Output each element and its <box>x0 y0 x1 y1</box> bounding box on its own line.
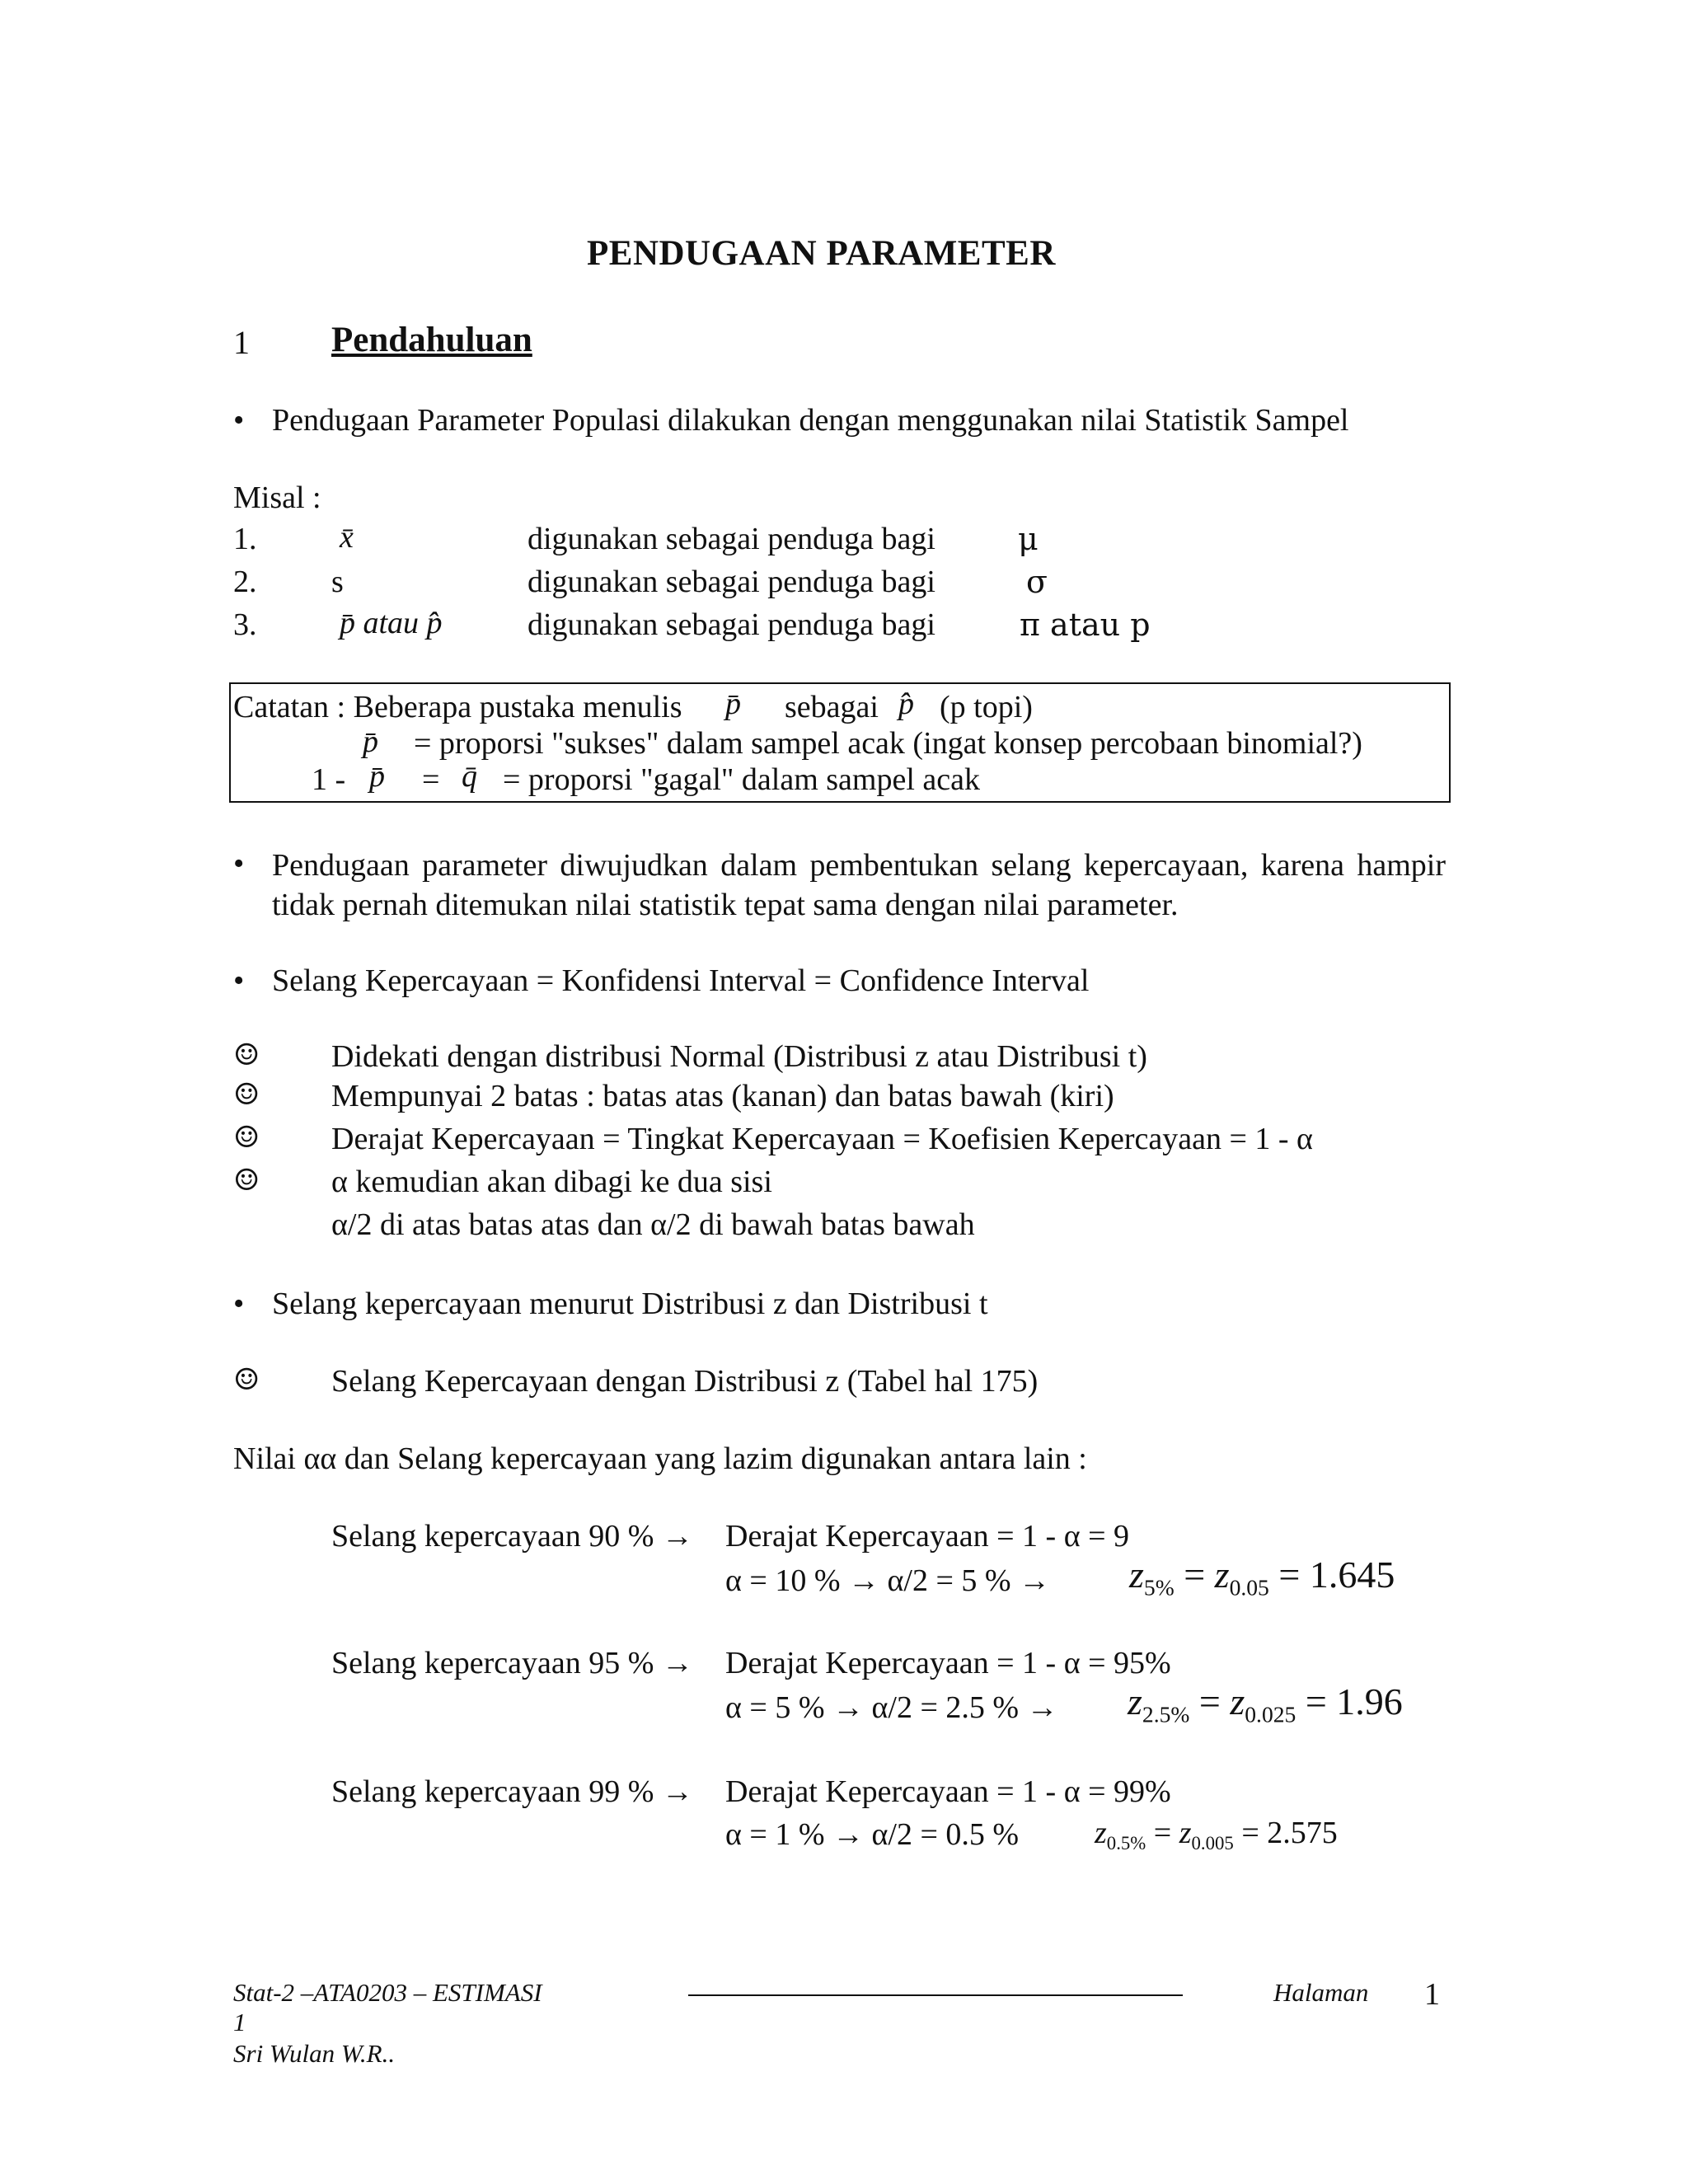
section-number: 1 <box>233 324 250 361</box>
note-symbol-phat: p̂ <box>898 687 914 721</box>
bullet-marker: • <box>233 1286 245 1321</box>
ci-derajat: Derajat Kepercayaan = 1 - α = 95% <box>725 1646 1171 1680</box>
ci-label: Selang kepercayaan 90 % → <box>331 1519 693 1554</box>
misal-row-param: π atau p <box>1020 607 1151 643</box>
note-symbol-qbar: q̄ <box>462 759 477 794</box>
misal-row-estimator: s <box>331 565 344 599</box>
ci-z-formula: $z_{0.5\%} = z_{0.005} = 2.575$ <box>1095 1816 1338 1854</box>
note-line-1-text: (p topi) <box>940 690 1033 724</box>
smiley-icon: ☺ <box>233 1363 260 1397</box>
smiley-item: Selang Kepercayaan dengan Distribusi z (Tabel hal 175) <box>331 1364 1039 1399</box>
ci-alpha: α = 1 % → α/2 = 0.5 % <box>725 1817 1020 1852</box>
smiley-item-continuation: α/2 di atas batas atas dan α/2 di bawah batas bawah <box>331 1207 975 1242</box>
section-title: Pendahuluan <box>331 321 532 359</box>
misal-row-num: 2. <box>233 565 257 599</box>
smiley-icon: ☺ <box>233 1038 260 1072</box>
bullet-marker: • <box>233 963 245 998</box>
ci-z-value: 1.645 <box>1309 1554 1395 1596</box>
misal-row-estimator: x̄ <box>340 520 354 555</box>
note-line-3-text: = <box>422 762 440 797</box>
bullet-marker: • <box>233 846 245 881</box>
note-line-3-text: = proporsi "gagal" dalam sampel acak <box>503 762 980 797</box>
misal-label: Misal : <box>233 480 321 515</box>
ci-z-value: 1.96 <box>1336 1680 1403 1722</box>
ci-z-formula: $z_{2.5\%} = z_{0.025} = 1.96$ <box>1128 1680 1403 1727</box>
footer-line-2: 1 <box>233 2008 246 2036</box>
misal-row-param: σ <box>1026 564 1048 600</box>
ci-derajat: Derajat Kepercayaan = 1 - α = 99% <box>725 1774 1171 1809</box>
bullet-marker: • <box>233 403 245 438</box>
misal-row-desc: digunakan sebagai penduga bagi <box>528 522 935 556</box>
misal-row-desc: digunakan sebagai penduga bagi <box>528 565 935 599</box>
footer-author: Sri Wulan W.R.. <box>233 2039 396 2068</box>
smiley-icon: ☺ <box>233 1078 260 1112</box>
smiley-item: Didekati dengan distribusi Normal (Distribusi z atau Distribusi t) <box>331 1039 1147 1074</box>
ci-derajat: Derajat Kepercayaan = 1 - α = 9 <box>725 1519 1130 1554</box>
note-symbol-pbar: p̄ <box>725 687 741 721</box>
footer-page-number: 1 <box>1424 1977 1440 2012</box>
note-line-3-text: 1 - <box>312 762 346 797</box>
note-line-1-text: sebagai <box>785 690 879 724</box>
misal-row-estimator: p̄ atau p̂ <box>340 606 443 640</box>
smiley-item: Derajat Kepercayaan = Tingkat Kepercayaan = Koefisien Kepercayaan = 1 - α <box>331 1122 1313 1156</box>
footer-page-label: Halaman <box>1273 1978 1369 2007</box>
bullet-text-4: Selang kepercayaan menurut Distribusi z dan Distribusi t <box>272 1286 988 1321</box>
ci-z-formula: $z_{5\%} = z_{0.05} = 1.645$ <box>1129 1554 1395 1601</box>
ci-z-value: 2.575 <box>1267 1816 1338 1850</box>
misal-row-desc: digunakan sebagai penduga bagi <box>528 607 935 642</box>
page-title: PENDUGAAN PARAMETER <box>587 234 1056 273</box>
note-symbol-pbar: p̄ <box>369 759 385 794</box>
note-symbol-pbar: p̄ <box>363 724 378 759</box>
smiley-icon: ☺ <box>233 1121 260 1155</box>
ci-alpha: α = 10 % → α/2 = 5 % → <box>725 1563 1051 1598</box>
footer-rule <box>688 1994 1183 1996</box>
footer-course: Stat-2 –ATA0203 – ESTIMASI <box>233 1978 542 2007</box>
note-line-1-text: Catatan : Beberapa pustaka menulis <box>233 690 682 724</box>
misal-row-num: 1. <box>233 522 257 556</box>
bullet-text-2: Pendugaan parameter diwujudkan dalam pembentukan selang kepercayaan, karena hampir tidak pernah ditemukan nilai statistik tepat sama dengan nilai parameter. <box>272 848 1446 922</box>
smiley-icon: ☺ <box>233 1164 260 1197</box>
bullet-text-1: Pendugaan Parameter Populasi dilakukan dengan menggunakan nilai Statistik Sampel <box>272 403 1349 438</box>
note-line-2-text: = proporsi "sukses" dalam sampel acak (ingat konsep percobaan binomial?) <box>414 726 1362 761</box>
ci-label: Selang kepercayaan 99 % → <box>331 1774 693 1809</box>
ci-label: Selang kepercayaan 95 % → <box>331 1646 693 1680</box>
smiley-item: α kemudian akan dibagi ke dua sisi <box>331 1165 772 1199</box>
nilai-intro: Nilai αα dan Selang kepercayaan yang lazim digunakan antara lain : <box>233 1441 1087 1476</box>
ci-alpha: α = 5 % → α/2 = 2.5 % → <box>725 1690 1058 1725</box>
bullet-text-3: Selang Kepercayaan = Konfidensi Interval = Confidence Interval <box>272 963 1090 998</box>
smiley-item: Mempunyai 2 batas : batas atas (kanan) dan batas bawah (kiri) <box>331 1079 1114 1113</box>
misal-row-param: μ <box>1018 521 1039 557</box>
misal-row-num: 3. <box>233 607 257 642</box>
